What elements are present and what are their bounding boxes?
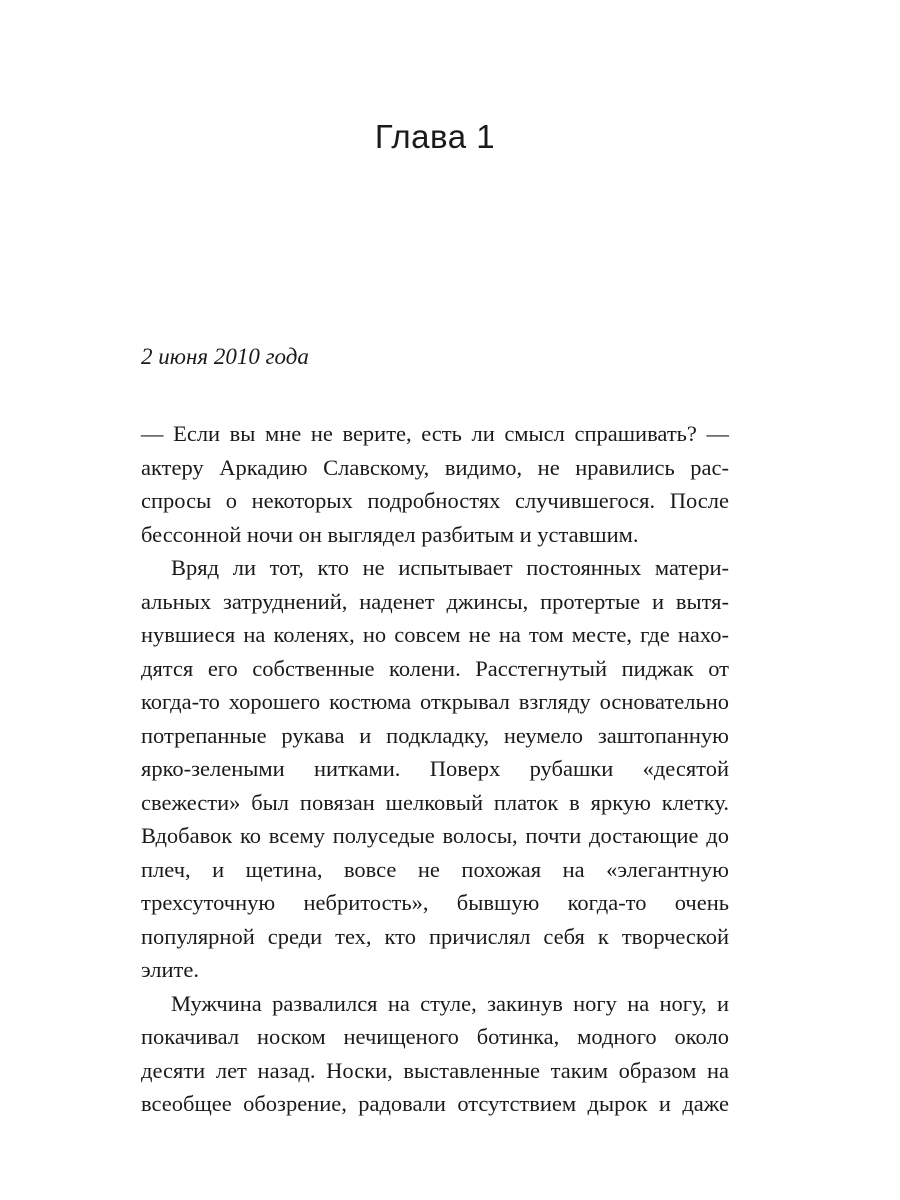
paragraph-2: Вряд ли тот, кто не испытывает постоянных материальных затруднений, наденет джинсы, протертые и вытянувшиеся на коленях, но совсем не на том месте, где находятся его собственные колени. Расстегнутый пиджак от когда-то хорошего костюма открывал взгляду основательно потрепанные рукава и подкладку, неумело заштопанную ярко-зелеными нитками. Поверх рубашки «десятой свежести» был повязан шелковый платок в яркую клетку. Вдобавок ко всему полуседые волосы, почти достающие до плеч, и щетина, вовсе не похожая на «элегантную трехсуточную небритость», бывшую когда-то очень популярной среди тех, кто причислял себя к творческой элите. xyxy=(141,555,729,982)
body-text xyxy=(141,417,729,1121)
chapter-title: Глава 1 xyxy=(374,118,496,155)
paragraph-1: — Если вы мне не верите, есть ли смысл спрашивать? — актеру Аркадию Славскому, видимо, не нравились расспросы о некоторых подробностях случившегося. После бессонной ночи он выглядел разбитым и уставшим. xyxy=(141,421,729,547)
paragraph-3: Мужчина развалился на стуле, закинув ногу на ногу, и покачивал носком нечищеного ботинка, модного около десяти лет назад. Носки, выставленные таким образом на всеобщее обозрение, радовали отсутствием дырок и даже xyxy=(141,990,729,1116)
chapter-date: 2 июня 2010 года xyxy=(141,344,309,369)
